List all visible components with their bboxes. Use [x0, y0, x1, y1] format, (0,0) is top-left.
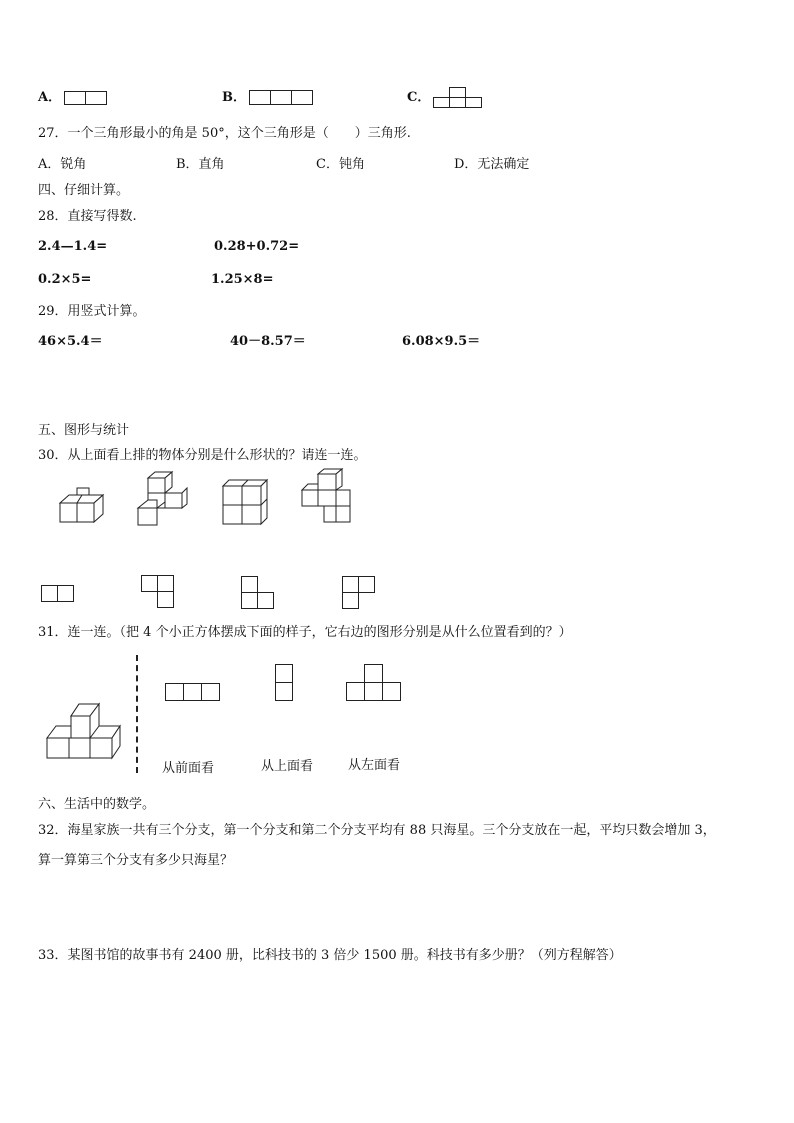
- q31-label-left: 从左面看: [348, 758, 401, 773]
- q26-option-b-label: B．: [222, 90, 246, 105]
- q28-item-1: 2.4—1.4=: [38, 239, 108, 254]
- section-4-heading: 四、仔细计算。: [38, 183, 130, 198]
- q28-item-3: 0.2×5=: [38, 272, 92, 287]
- q28-item-2: 0.28+0.72=: [214, 239, 300, 254]
- q33-stem: 33．某图书馆的故事书有 2400 册，比科技书的 3 倍少 1500 册。科技书有多少册？（列方程解答）: [38, 948, 622, 963]
- q31-stem: 31．连一连。（把 4 个小正方体摆成下面的样子，它右边的图形分别是从什么位置看到的？）: [38, 625, 572, 640]
- q31-dashed-divider: [136, 655, 138, 773]
- q31-label-top: 从上面看: [261, 759, 314, 774]
- q30-stem: 30．从上面看上排的物体分别是什么形状的？请连一连。: [38, 448, 367, 463]
- q31-label-front: 从前面看: [162, 761, 215, 776]
- q27-option-c: C．钝角: [316, 157, 365, 172]
- q27-option-b: B．直角: [176, 157, 225, 172]
- q31-cube-figure: [44, 698, 124, 760]
- q30-cube-figure-2: [135, 478, 190, 528]
- q27-option-a: A．锐角: [38, 157, 87, 172]
- q29-item-3: 6.08×9.5＝: [402, 334, 481, 349]
- q29-item-2: 40－8.57＝: [230, 334, 306, 349]
- section-5-heading: 五、图形与统计: [38, 423, 130, 438]
- q28-stem: 28．直接写得数.: [38, 209, 137, 224]
- q26-option-a-label: A．: [38, 90, 62, 105]
- q28-item-4: 1.25×8=: [211, 272, 274, 287]
- q32-line-1: 32．海星家族一共有三个分支，第一个分支和第二个分支平均有 88 只海星。三个分支放在一起，平均只数会增加 3，: [38, 823, 716, 838]
- q27-option-d: D．无法确定: [454, 157, 530, 172]
- q30-cube-figure-1: [55, 488, 105, 526]
- q29-item-1: 46×5.4＝: [38, 334, 103, 349]
- section-6-heading: 六、生活中的数学。: [38, 797, 156, 812]
- q30-cube-figure-3: [220, 480, 268, 526]
- q27-stem: 27．一个三角形最小的角是 50°，这个三角形是（ ）三角形.: [38, 126, 411, 141]
- q30-cube-figure-4: [300, 474, 355, 524]
- q32-line-2: 算一算第三个分支有多少只海星？: [38, 853, 234, 868]
- q29-stem: 29．用竖式计算。: [38, 304, 146, 319]
- q26-option-c-label: C．: [407, 90, 431, 105]
